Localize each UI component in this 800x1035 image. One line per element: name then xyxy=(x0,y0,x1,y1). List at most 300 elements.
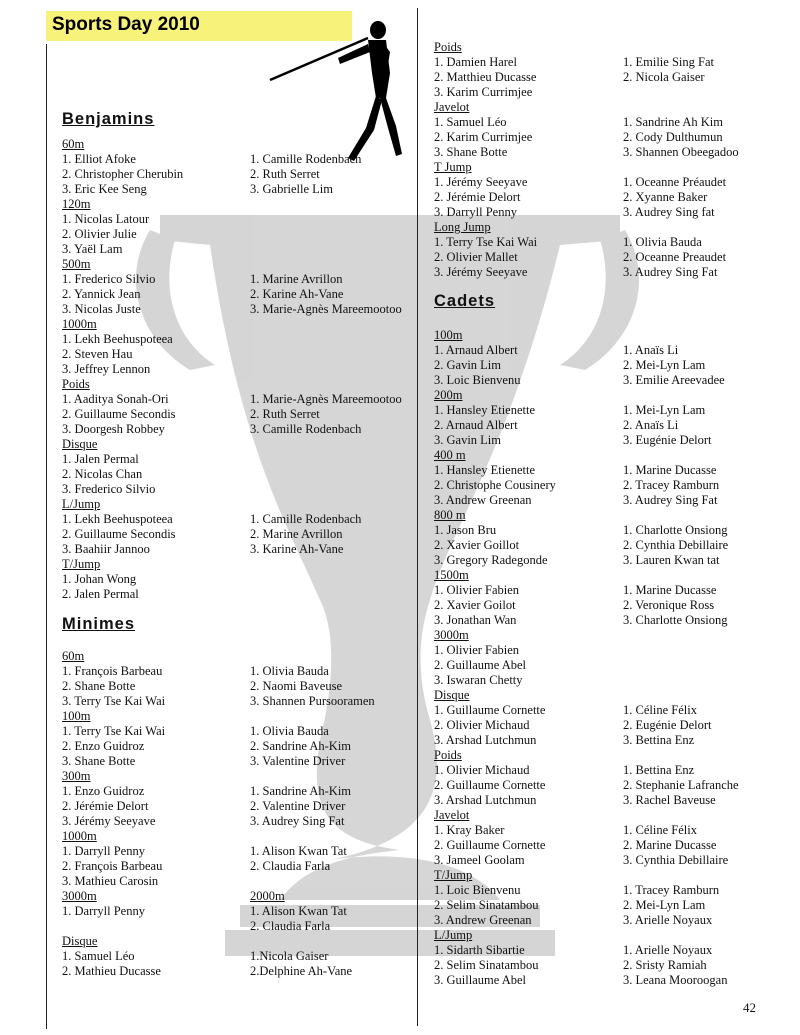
event-heading xyxy=(62,829,412,844)
girls-result: 3. Audrey Sing Fat xyxy=(250,814,345,828)
girls-result: 3. Marie-Agnès Mareemootoo xyxy=(250,302,402,316)
girls-result: 2. Veronique Ross xyxy=(623,598,715,612)
result-row xyxy=(62,152,412,167)
girls-result: 1. Camille Rodenbach xyxy=(250,152,362,166)
result-row xyxy=(434,733,794,748)
result-row xyxy=(434,85,794,100)
boys-result: 2. François Barbeau xyxy=(62,859,163,873)
boys-result: 2. Guillaume Abel xyxy=(434,658,526,672)
result-row xyxy=(434,130,794,145)
spacer xyxy=(62,47,412,107)
girls-result: 3. Leana Mooroogan xyxy=(623,973,728,987)
event-heading xyxy=(434,868,794,883)
girls-result: 3. Arielle Noyaux xyxy=(623,913,713,927)
event-heading xyxy=(434,508,794,523)
result-row xyxy=(434,358,794,373)
boys-result: 3. Loic Bienvenu xyxy=(434,373,521,387)
girls-result: 3. Audrey Sing fat xyxy=(623,205,715,219)
event-label: 800 m xyxy=(434,508,466,522)
boys-result: 1. Samuel Léo xyxy=(434,115,507,129)
event-label: 3000m xyxy=(62,889,97,903)
event-label: Javelot xyxy=(434,808,470,822)
result-row xyxy=(62,964,412,979)
event-label: L/Jump xyxy=(434,928,473,942)
result-row xyxy=(62,362,412,377)
boys-result: 3. Jonathan Wan xyxy=(434,613,517,627)
result-row xyxy=(62,242,412,257)
girls-result: 1. Marine Avrillon xyxy=(250,272,343,286)
girls-result: 1. Emilie Sing Fat xyxy=(623,55,714,69)
result-row xyxy=(62,167,412,182)
event-heading xyxy=(434,568,794,583)
girls-result: 3. Bettina Enz xyxy=(623,733,695,747)
girls-result: 2. Claudia Farla xyxy=(250,859,331,873)
result-row xyxy=(62,542,412,557)
girls-result: 1. Sandrine Ah Kim xyxy=(623,115,723,129)
event-heading xyxy=(434,40,794,55)
result-row xyxy=(434,403,794,418)
boys-result: 2. Christophe Cousinery xyxy=(434,478,556,492)
boys-result: 1. Enzo Guidroz xyxy=(62,784,145,798)
event-label: 500m xyxy=(62,257,91,271)
girls-result: 1. Olivia Bauda xyxy=(250,724,329,738)
boys-result: 1. Terry Tse Kai Wai xyxy=(434,235,538,249)
result-row xyxy=(434,463,794,478)
result-row xyxy=(434,793,794,808)
girls-result: 2. Sristy Ramiah xyxy=(623,958,707,972)
boys-result: 3. Jameel Goolam xyxy=(434,853,525,867)
result-row xyxy=(434,718,794,733)
girls-result: 2. Mei-Lyn Lam xyxy=(623,358,706,372)
result-row xyxy=(62,302,412,317)
result-row xyxy=(62,407,412,422)
boys-result: 1. Darryll Penny xyxy=(62,844,145,858)
result-row xyxy=(62,919,412,934)
event-heading xyxy=(62,649,412,664)
event-label: 1000m xyxy=(62,829,97,843)
boys-result: 2. Karim Currimjee xyxy=(434,130,533,144)
boys-result: 2. Jérémie Delort xyxy=(62,799,149,813)
result-row xyxy=(434,205,794,220)
boys-result: 3. Guillaume Abel xyxy=(434,973,526,987)
girls-result: 3. Camille Rodenbach xyxy=(250,422,362,436)
girls-result: 1. Mei-Lyn Lam xyxy=(623,403,706,417)
event-label: Poids xyxy=(62,377,90,391)
boys-result: 2. Guillaume Cornette xyxy=(434,838,546,852)
girls-result: 2. Naomi Baveuse xyxy=(250,679,342,693)
event-heading xyxy=(62,934,412,949)
boys-result: 1. Johan Wong xyxy=(62,572,137,586)
result-row xyxy=(62,694,412,709)
boys-result: 1. Darryll Penny xyxy=(62,904,145,918)
result-row xyxy=(434,115,794,130)
result-row xyxy=(434,538,794,553)
boys-result: 2. Olivier Julie xyxy=(62,227,137,241)
boys-result: 3. Andrew Greenan xyxy=(434,913,532,927)
girls-result: 2. Marine Ducasse xyxy=(623,838,717,852)
result-row xyxy=(62,392,412,407)
spacer xyxy=(434,313,794,328)
boys-result: 2. Arnaud Albert xyxy=(434,418,518,432)
event-label: 100m xyxy=(62,709,91,723)
event-label: 200m xyxy=(434,388,463,402)
result-row xyxy=(434,190,794,205)
boys-result: 1. Jérémy Seeyave xyxy=(434,175,528,189)
girls-result: 2. Cynthia Debillaire xyxy=(623,538,729,552)
boys-result: 1. Guillaume Cornette xyxy=(434,703,546,717)
event-heading xyxy=(434,748,794,763)
event-heading xyxy=(434,448,794,463)
boys-result: 2. Xavier Goilot xyxy=(434,598,516,612)
event-heading xyxy=(434,688,794,703)
event-label: 1500m xyxy=(434,568,469,582)
event-label: T Jump xyxy=(434,160,472,174)
result-row xyxy=(62,844,412,859)
result-row xyxy=(434,175,794,190)
girls-result: 1. Camille Rodenbach xyxy=(250,512,362,526)
result-row xyxy=(434,598,794,613)
girls-result: 2. Valentine Driver xyxy=(250,799,346,813)
boys-result: 1. Lekh Beehuspoteea xyxy=(62,512,173,526)
spacer xyxy=(434,280,794,289)
girls-result: 2. Claudia Farla xyxy=(250,919,331,933)
title-banner xyxy=(46,11,352,41)
boys-result: 2. Yannick Jean xyxy=(62,287,141,301)
boys-result: 2. Selim Sinatambou xyxy=(434,898,539,912)
boys-result: 2. Olivier Michaud xyxy=(434,718,530,732)
event-heading xyxy=(434,808,794,823)
boys-result: 3. Gavin Lim xyxy=(434,433,502,447)
girls-result: 3. Valentine Driver xyxy=(250,754,346,768)
result-row xyxy=(62,212,412,227)
event-heading xyxy=(62,709,412,724)
boys-result: 2. Selim Sinatambou xyxy=(434,958,539,972)
boys-result: 2. Steven Hau xyxy=(62,347,133,361)
event-heading xyxy=(434,928,794,943)
result-row xyxy=(62,754,412,769)
boys-result: 2. Olivier Mallet xyxy=(434,250,518,264)
boys-result: 2. Guillaume Secondis xyxy=(62,527,176,541)
boys-result: 1. Arnaud Albert xyxy=(434,343,518,357)
result-row xyxy=(434,778,794,793)
girls-result: 2. Ruth Serret xyxy=(250,167,320,181)
event-label: Disque xyxy=(62,437,98,451)
girls-result: 1. Marine Ducasse xyxy=(623,463,717,477)
girls-result: 1. Charlotte Onsiong xyxy=(623,523,728,537)
left-column xyxy=(62,47,412,979)
event-label: 2000m xyxy=(250,889,285,903)
boys-result: 1. Kray Baker xyxy=(434,823,505,837)
event-label: T/Jump xyxy=(62,557,101,571)
column-divider xyxy=(417,8,418,1026)
result-row xyxy=(62,272,412,287)
result-row xyxy=(434,973,794,988)
girls-result: 3. Rachel Baveuse xyxy=(623,793,716,807)
result-row xyxy=(434,763,794,778)
girls-result: 2. Sandrine Ah-Kim xyxy=(250,739,352,753)
result-row xyxy=(62,874,412,889)
event-heading xyxy=(62,257,412,272)
boys-result: 3. Shane Botte xyxy=(62,754,136,768)
result-row xyxy=(434,583,794,598)
girls-result: 2. Cody Dulthumun xyxy=(623,130,723,144)
result-row xyxy=(62,859,412,874)
result-row xyxy=(62,784,412,799)
result-row xyxy=(434,958,794,973)
event-label: Disque xyxy=(434,688,470,702)
boys-result: 1. Jason Bru xyxy=(434,523,497,537)
girls-result: 2. Ruth Serret xyxy=(250,407,320,421)
event-heading xyxy=(434,388,794,403)
boys-result: 1. Terry Tse Kai Wai xyxy=(62,724,166,738)
page-title: Sports Day 2010 xyxy=(52,14,200,35)
girls-result: 2. Marine Avrillon xyxy=(250,527,343,541)
result-row xyxy=(62,814,412,829)
result-row xyxy=(434,673,794,688)
boys-result: 3. Arshad Lutchmun xyxy=(434,733,537,747)
result-row xyxy=(434,523,794,538)
boys-result: 1. Jalen Permal xyxy=(62,452,139,466)
left-margin-rule xyxy=(46,44,47,1029)
event-heading xyxy=(62,889,412,904)
result-row xyxy=(434,553,794,568)
result-row xyxy=(434,55,794,70)
girls-result: 2. Anaïs Li xyxy=(623,418,679,432)
girls-result: 1. Alison Kwan Tat xyxy=(250,844,347,858)
event-heading xyxy=(62,497,412,512)
boys-result: 2. Guillaume Secondis xyxy=(62,407,176,421)
result-row xyxy=(62,739,412,754)
category-heading: Benjamins xyxy=(62,110,155,128)
event-label: T/Jump xyxy=(434,868,473,882)
girls-result: 1. Olivia Bauda xyxy=(623,235,702,249)
result-row xyxy=(62,182,412,197)
boys-result: 3. Baahiir Jannoo xyxy=(62,542,150,556)
girls-result: 3. Shannen Pursooramen xyxy=(250,694,375,708)
right-column xyxy=(434,40,794,988)
boys-result: 3. Karim Currimjee xyxy=(434,85,533,99)
boys-result: 2. Mathieu Ducasse xyxy=(62,964,161,978)
event-label: 300m xyxy=(62,769,91,783)
result-row xyxy=(62,332,412,347)
girls-result: 1. Sandrine Ah-Kim xyxy=(250,784,352,798)
boys-result: 2. Guillaume Cornette xyxy=(434,778,546,792)
girls-result: 3. Cynthia Debillaire xyxy=(623,853,729,867)
event-heading xyxy=(62,197,412,212)
boys-result: 3. Eric Kee Seng xyxy=(62,182,147,196)
girls-result: 3. Eugénie Delort xyxy=(623,433,712,447)
girls-result: 3. Lauren Kwan tat xyxy=(623,553,720,567)
result-row xyxy=(62,227,412,242)
event-heading xyxy=(434,628,794,643)
event-label: 100m xyxy=(434,328,463,342)
boys-result: 3. Jérémy Seeyave xyxy=(62,814,156,828)
event-label: Poids xyxy=(434,40,462,54)
boys-result: 1. Olivier Fabien xyxy=(434,583,520,597)
girls-result: 2.Delphine Ah-Vane xyxy=(250,964,353,978)
girls-result: 3. Charlotte Onsiong xyxy=(623,613,728,627)
result-row xyxy=(434,703,794,718)
event-label: 1000m xyxy=(62,317,97,331)
event-heading xyxy=(434,100,794,115)
result-row xyxy=(62,724,412,739)
girls-result: 1. Céline Félix xyxy=(623,703,697,717)
result-row xyxy=(62,679,412,694)
result-row xyxy=(434,418,794,433)
girls-result: 2. Mei-Lyn Lam xyxy=(623,898,706,912)
boys-result: 2. Shane Botte xyxy=(62,679,136,693)
boys-result: 1. Loic Bienvenu xyxy=(434,883,521,897)
boys-result: 2. Enzo Guidroz xyxy=(62,739,145,753)
event-heading xyxy=(434,328,794,343)
result-row xyxy=(62,347,412,362)
result-row xyxy=(434,145,794,160)
boys-result: 1. Samuel Léo xyxy=(62,949,135,963)
result-row xyxy=(62,572,412,587)
page-number: 42 xyxy=(743,1000,756,1015)
girls-result: 2. Nicola Gaiser xyxy=(623,70,705,84)
category-heading: Minimes xyxy=(62,615,136,633)
result-row xyxy=(434,493,794,508)
category-heading: Cadets xyxy=(434,292,496,310)
boys-result: 1. Hansley Etienette xyxy=(434,463,536,477)
girls-result: 2. Tracey Ramburn xyxy=(623,478,720,492)
result-row xyxy=(62,799,412,814)
girls-result: 1.Nicola Gaiser xyxy=(250,949,329,963)
event-label: Javelot xyxy=(434,100,470,114)
girls-result: 3. Gabrielle Lim xyxy=(250,182,333,196)
boys-result: 1. Olivier Fabien xyxy=(434,643,520,657)
result-row xyxy=(434,883,794,898)
boys-result: 2. Jalen Permal xyxy=(62,587,139,601)
boys-result: 3. Terry Tse Kai Wai xyxy=(62,694,166,708)
result-row xyxy=(434,823,794,838)
result-row xyxy=(434,898,794,913)
result-row xyxy=(62,467,412,482)
boys-result: 3. Jeffrey Lennon xyxy=(62,362,151,376)
result-row xyxy=(62,452,412,467)
girls-result: 1. Anaïs Li xyxy=(623,343,679,357)
boys-result: 3. Darryll Penny xyxy=(434,205,517,219)
spacer xyxy=(62,636,412,649)
girls-result: 1. Oceanne Préaudet xyxy=(623,175,727,189)
boys-result: 3. Nicolas Juste xyxy=(62,302,141,316)
result-row xyxy=(62,422,412,437)
girls-result: 1. Tracey Ramburn xyxy=(623,883,720,897)
boys-result: 3. Shane Botte xyxy=(434,145,508,159)
girls-result: 1. Marie-Agnès Mareemootoo xyxy=(250,392,402,406)
event-heading xyxy=(62,557,412,572)
result-row xyxy=(434,478,794,493)
boys-result: 1. Sidarth Sibartie xyxy=(434,943,525,957)
result-row xyxy=(434,613,794,628)
result-row xyxy=(434,913,794,928)
event-heading xyxy=(62,437,412,452)
boys-result: 3. Frederico Silvio xyxy=(62,482,156,496)
result-row xyxy=(434,838,794,853)
result-row xyxy=(62,664,412,679)
spacer xyxy=(62,602,412,612)
girls-result: 3. Shannen Obeegadoo xyxy=(623,145,739,159)
boys-result: 1. Olivier Michaud xyxy=(434,763,530,777)
boys-result: 1. Frederico Silvio xyxy=(62,272,156,286)
boys-result: 1. François Barbeau xyxy=(62,664,163,678)
event-label: 120m xyxy=(62,197,91,211)
girls-result: 3. Emilie Areevadee xyxy=(623,373,725,387)
boys-result: 3. Arshad Lutchmun xyxy=(434,793,537,807)
event-label: L/Jump xyxy=(62,497,101,511)
event-heading xyxy=(62,769,412,784)
result-row xyxy=(62,527,412,542)
boys-result: 2. Jérémie Delort xyxy=(434,190,521,204)
result-row xyxy=(434,433,794,448)
boys-result: 1. Nicolas Latour xyxy=(62,212,150,226)
boys-result: 2. Nicolas Chan xyxy=(62,467,143,481)
girls-result: 1. Céline Félix xyxy=(623,823,697,837)
event-label: 60m xyxy=(62,137,85,151)
girls-result: 3. Karine Ah-Vane xyxy=(250,542,344,556)
boys-result: 1. Elliot Afoke xyxy=(62,152,136,166)
result-row xyxy=(62,512,412,527)
result-row xyxy=(434,658,794,673)
boys-result: 3. Mathieu Carosin xyxy=(62,874,159,888)
boys-result: 3. Gregory Radegonde xyxy=(434,553,548,567)
girls-result: 2. Karine Ah-Vane xyxy=(250,287,344,301)
girls-result: 2. Xyanne Baker xyxy=(623,190,708,204)
result-row xyxy=(434,250,794,265)
result-row xyxy=(62,904,412,919)
boys-result: 1. Hansley Etienette xyxy=(434,403,536,417)
girls-result: 2. Stephanie Lafranche xyxy=(623,778,739,792)
boys-result: 2. Matthieu Ducasse xyxy=(434,70,537,84)
girls-result: 3. Audrey Sing Fat xyxy=(623,493,718,507)
result-row xyxy=(434,643,794,658)
boys-result: 1. Aaditya Sonah-Ori xyxy=(62,392,169,406)
girls-result: 2. Eugénie Delort xyxy=(623,718,712,732)
result-row xyxy=(62,949,412,964)
event-label: 400 m xyxy=(434,448,466,462)
boys-result: 3. Andrew Greenan xyxy=(434,493,532,507)
event-heading xyxy=(434,160,794,175)
boys-result: 1. Damien Harel xyxy=(434,55,517,69)
result-row xyxy=(434,70,794,85)
boys-result: 2. Xavier Goillot xyxy=(434,538,520,552)
result-row xyxy=(62,482,412,497)
result-row xyxy=(62,587,412,602)
result-row xyxy=(434,853,794,868)
event-label: Long Jump xyxy=(434,220,491,234)
girls-result: 1. Marine Ducasse xyxy=(623,583,717,597)
result-row xyxy=(62,287,412,302)
result-row xyxy=(434,943,794,958)
event-label: 3000m xyxy=(434,628,469,642)
boys-result: 2. Christopher Cherubin xyxy=(62,167,184,181)
result-row xyxy=(434,235,794,250)
boys-result: 3. Yaël Lam xyxy=(62,242,123,256)
girls-result: 2. Oceanne Preaudet xyxy=(623,250,727,264)
girls-result: 1. Arielle Noyaux xyxy=(623,943,713,957)
boys-result: 2. Gavin Lim xyxy=(434,358,502,372)
event-heading xyxy=(434,220,794,235)
boys-result: 3. Iswaran Chetty xyxy=(434,673,523,687)
boys-result: 1. Lekh Beehuspoteea xyxy=(62,332,173,346)
event-heading xyxy=(62,377,412,392)
event-heading xyxy=(62,317,412,332)
boys-result: 3. Jérémy Seeyave xyxy=(434,265,528,279)
event-label: 60m xyxy=(62,649,85,663)
event-label: Poids xyxy=(434,748,462,762)
girls-result: 1. Olivia Bauda xyxy=(250,664,329,678)
